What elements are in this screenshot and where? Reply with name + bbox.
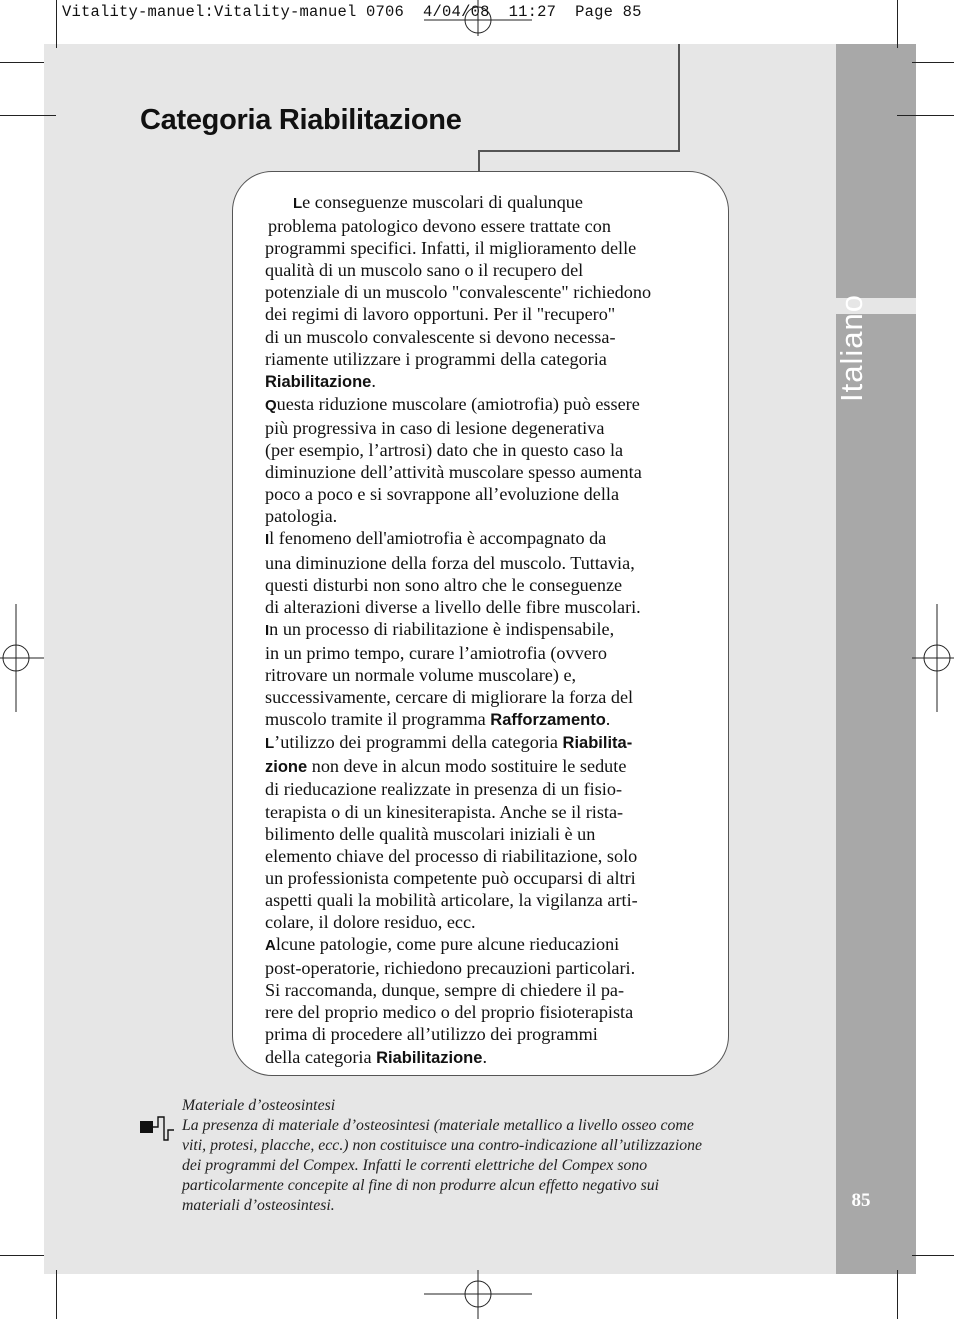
crop-mark [912, 1255, 954, 1256]
registration-mark-icon [424, 0, 532, 36]
keyword: Riabilita- [562, 734, 633, 753]
drop-initial: Q [265, 396, 277, 414]
crop-mark [56, 1270, 57, 1319]
paragraph: Le conseguenze muscolari di qualunque problema patologico devono essere trattate con programmi specifici. Infatti, il miglioramento delle qualità di un muscolo sano o il recupero del potenziale di un muscolo "convalescente" richiedono dei regimi di lavoro opportuni. Per il "recupero" di un muscolo convalescente si devono necessa- riamente utilizzare i programmi della categoria Riabilitazione. [265, 192, 652, 391]
page-number: 85 [851, 1190, 871, 1211]
crop-mark [0, 115, 56, 116]
registration-mark-icon [0, 604, 44, 712]
paragraph: In un processo di riabilitazione è indispensabile, in un primo tempo, curare l’amiotrofia (ovvero ritrovare un normale volume muscolare) e, successivamente, cercare di migliorare la forza del muscolo tramite il programma Rafforzamento. [265, 618, 634, 730]
crop-mark [897, 0, 898, 48]
electrode-warning-icon [138, 1116, 186, 1142]
print-slug: Vitality-manuel:Vitality-manuel 0706 4/04/08 11:27 Page 85 [62, 3, 642, 21]
keyword: Riabilitazione [265, 372, 372, 391]
body-text [265, 191, 705, 1069]
keyword: Riabilitazione [376, 1048, 483, 1067]
crop-mark [56, 0, 57, 48]
keyword: Rafforzamento [490, 711, 606, 730]
registration-mark-icon [912, 604, 954, 712]
drop-initial: L [293, 195, 303, 212]
keyword: zione [265, 758, 308, 777]
paragraph: Il fenomeno dell'amiotrofia è accompagnato da una diminuzione della forza del muscolo. Tuttavia, questi disturbi non sono altro che le conseguenze di alterazioni diverse a livello delle fibre muscolari. [265, 528, 641, 617]
side-tab-language: Italiano [834, 294, 869, 402]
paragraph: Alcune patologie, come pure alcune rieducazioni post-operatorie, richiedono precauzioni particolari. Si raccomanda, dunque, sempre di chiedere il pa- rere del proprio medico o del proprio fisioterapista prima di procedere all’utilizzo dei programmi della categoria Riabilitazione. [265, 934, 636, 1067]
note-heading: Materiale d’osteosintesi [182, 1097, 336, 1114]
drop-initial: I [265, 531, 270, 549]
drop-initial: I [265, 621, 270, 639]
side-tab [836, 44, 916, 1274]
crop-mark [912, 62, 954, 63]
connector-line [678, 44, 680, 152]
osteosynthesis-note: Materiale d’osteosintesi La presenza di materiale d’osteosintesi (materiale metallico a livello osseo come viti, protesi, placche, ecc.) non costituisce una contro-indicazione all’utilizzazione dei programmi del Compex. Infatti le correnti elettriche del Compex sono particolarmente concepite al fine di non produrre alcun effetto negativo sui materiali d’osteosintesi. [182, 1096, 822, 1216]
page-title: Categoria Riabilitazione [140, 104, 462, 136]
crop-mark [0, 62, 44, 63]
crop-mark [897, 1270, 898, 1319]
crop-mark [0, 1255, 44, 1256]
connector-line [478, 150, 480, 172]
side-tab-label [826, 288, 878, 408]
connector-line [478, 150, 680, 152]
registration-mark-icon [424, 1270, 532, 1319]
drop-initial: A [265, 937, 276, 955]
paragraph: Questa riduzione muscolare (amiotrofia) può essere più progressiva in caso di lesione degenerativa (per esempio, l’artrosi) dato che in questo caso la diminuzione dell’attività muscolare spesso aumenta poco a poco e si sovrappone all’evoluzione della patologia. [265, 393, 642, 527]
drop-initial: L [265, 735, 275, 753]
crop-mark [897, 115, 954, 116]
paragraph: L’utilizzo dei programmi della categoria Riabilita- zione non deve in alcun modo sostituire le sedute di rieducazione realizzate in presenza di un fisio- terapista o di un kinesiterapista. Anche se il rista- bilimento delle qualità muscolari iniziali è un elemento chiave del processo di riabilitazione, solo un professionista competente può occuparsi di altri aspetti quali la mobilità articolare, la vigilanza arti- colare, il dolore residuo, ecc. [265, 732, 638, 932]
